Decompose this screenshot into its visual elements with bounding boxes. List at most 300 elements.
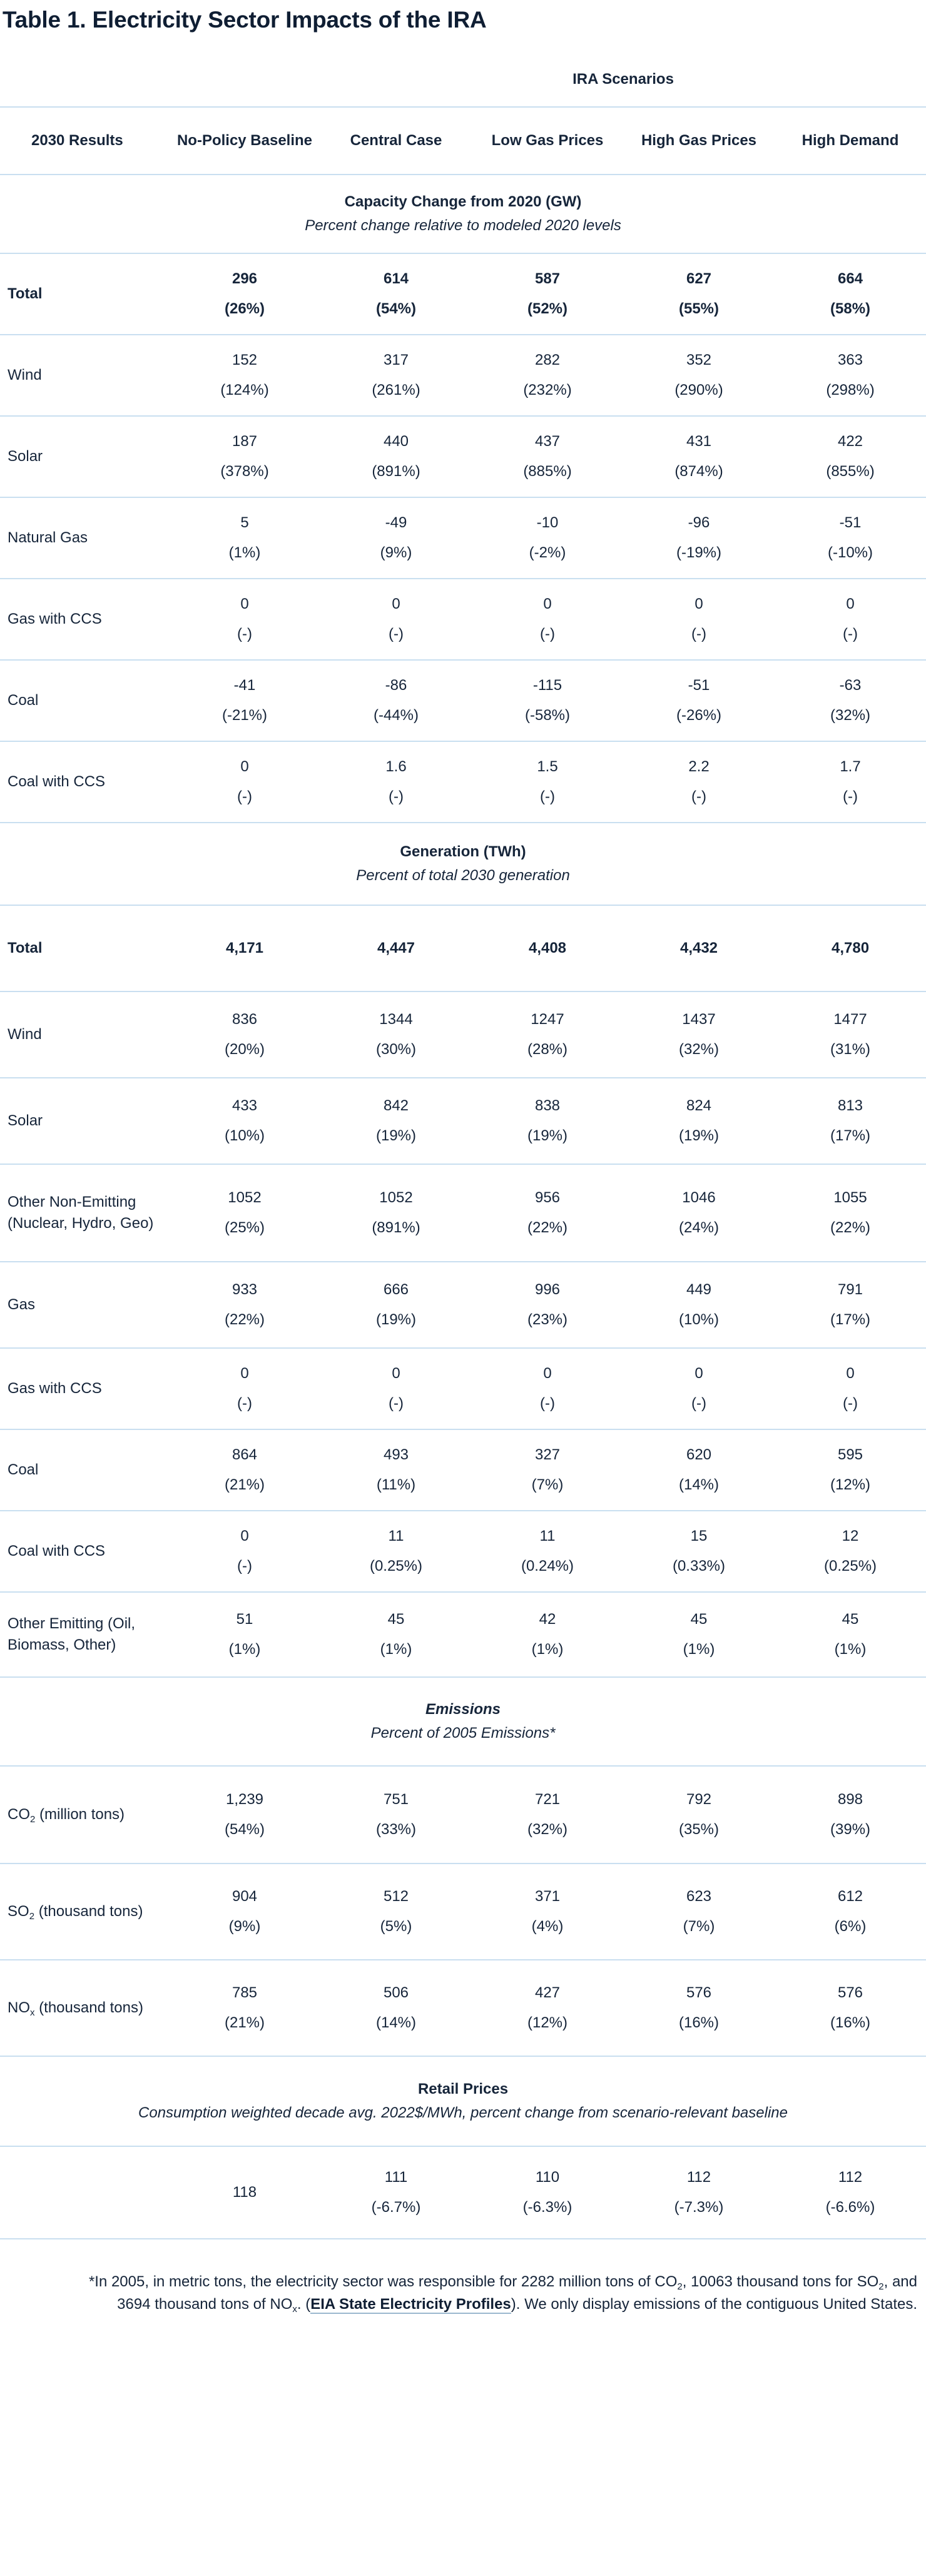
cell-percent: (19%) — [375, 1127, 417, 1144]
cell-percent: (55%) — [678, 300, 720, 317]
table-cell — [320, 1348, 472, 1429]
cell-percent: (1%) — [531, 1641, 564, 1658]
row-label-rest: (thousand tons) — [34, 1903, 143, 1920]
table-cell — [320, 1592, 472, 1677]
cell-value: 352 — [686, 352, 712, 368]
cell-value: 842 — [383, 1097, 409, 1114]
table-cell — [169, 416, 320, 497]
cell-value: 4,432 — [679, 940, 718, 956]
footnote-sub: 2 — [878, 2281, 884, 2292]
table-cell — [623, 1766, 775, 1864]
cell-value: 1052 — [228, 1189, 262, 1206]
table-row — [0, 905, 926, 991]
cell-value: 110 — [535, 2169, 560, 2186]
cell-percent: (-19%) — [676, 544, 721, 561]
table-cell — [623, 1592, 775, 1677]
table-cell — [775, 1078, 926, 1164]
row-label — [0, 335, 169, 416]
row-label — [0, 1511, 169, 1592]
cell-value: 838 — [534, 1097, 561, 1114]
cell-percent: (21%) — [224, 1476, 265, 1493]
table-cell — [623, 1164, 775, 1262]
row-label-text: Other Emitting (Oil, Biomass, Other) — [8, 1615, 136, 1653]
cell-value: 904 — [232, 1888, 258, 1905]
cell-value: 111 — [384, 2169, 408, 2186]
cell-value: 576 — [686, 1984, 712, 2001]
cell-value: 721 — [534, 1791, 561, 1808]
cell-value: 612 — [837, 1888, 863, 1905]
cell-value: 996 — [534, 1281, 561, 1298]
table-cell — [472, 2146, 623, 2239]
cell-value: 1.6 — [385, 758, 407, 775]
cell-value: 1.5 — [537, 758, 558, 775]
table-cell — [775, 660, 926, 741]
cell-percent: (-7.3%) — [674, 2199, 724, 2216]
cell-percent: (9%) — [380, 544, 412, 561]
table-cell — [169, 1511, 320, 1592]
scenarios-label: IRA Scenarios — [572, 71, 674, 88]
table-row — [0, 1864, 926, 1960]
row-label — [0, 905, 169, 991]
cell-percent: (54%) — [375, 300, 417, 317]
cell-value: 11 — [539, 1528, 556, 1544]
table-cell — [320, 1078, 472, 1164]
cell-percent: (20%) — [224, 1041, 265, 1058]
table-cell — [472, 1960, 623, 2056]
table-cell — [775, 1960, 926, 2056]
table-cell — [775, 1864, 926, 1960]
column-header-row — [0, 107, 926, 175]
table-cell — [169, 1078, 320, 1164]
table-cell — [775, 1262, 926, 1348]
table-row — [0, 253, 926, 335]
cell-value: 0 — [240, 1365, 249, 1382]
table-cell — [169, 905, 320, 991]
cell-percent: (-) — [389, 1395, 404, 1412]
section-title: Retail Prices — [417, 2081, 509, 2097]
table-cell — [320, 579, 472, 660]
table-cell — [472, 1262, 623, 1348]
table-cell — [775, 1766, 926, 1864]
cell-percent: (22%) — [224, 1311, 265, 1328]
table-row — [0, 1766, 926, 1864]
cell-value: 12 — [842, 1528, 859, 1544]
cell-percent: (1%) — [834, 1641, 867, 1658]
table-row — [0, 2146, 926, 2239]
cell-percent: (10%) — [678, 1311, 720, 1328]
cell-percent: (-21%) — [221, 707, 267, 724]
row-label-sub: x — [30, 2007, 35, 2018]
cell-percent: (21%) — [224, 2014, 265, 2031]
cell-percent: (891%) — [372, 1219, 420, 1236]
cell-percent: (14%) — [375, 2014, 417, 2031]
table-cell — [623, 1511, 775, 1592]
cell-value: 15 — [690, 1528, 708, 1544]
table-cell — [320, 1511, 472, 1592]
row-label-text: Solar — [8, 448, 43, 465]
table-cell — [623, 1262, 775, 1348]
cell-value: 506 — [383, 1984, 409, 2001]
section-title: Generation (TWh) — [400, 843, 526, 860]
table-cell — [472, 991, 623, 1078]
cell-percent: (-) — [540, 626, 555, 642]
footnote-text: . ( — [297, 2296, 311, 2313]
row-label — [0, 1960, 169, 2056]
row-label — [0, 991, 169, 1078]
table-row — [0, 1592, 926, 1677]
table-cell — [472, 1592, 623, 1677]
cell-value: -86 — [385, 677, 407, 694]
table-cell — [472, 416, 623, 497]
cell-value: 1052 — [379, 1189, 413, 1206]
column-header: High Demand — [775, 107, 926, 175]
table-cell — [169, 1164, 320, 1262]
cell-percent: (32%) — [678, 1041, 720, 1058]
cell-value: 282 — [534, 352, 561, 368]
row-label — [0, 1348, 169, 1429]
cell-value: 0 — [543, 1365, 552, 1382]
cell-percent: (5%) — [380, 1918, 412, 1935]
table-cell — [169, 253, 320, 335]
cell-percent: (0.25%) — [823, 1558, 877, 1575]
scenarios-header-row — [0, 40, 926, 107]
cell-value: 623 — [686, 1888, 712, 1905]
cell-value: 437 — [534, 433, 561, 450]
cell-value: 664 — [837, 270, 863, 287]
table-cell — [320, 1960, 472, 2056]
cell-value: 792 — [686, 1791, 712, 1808]
table-cell — [623, 741, 775, 823]
cell-percent: (14%) — [678, 1476, 720, 1493]
row-label-text: Total — [8, 940, 43, 956]
row-label-sub: 2 — [30, 1814, 36, 1825]
cell-percent: (1%) — [228, 1641, 261, 1658]
table-cell — [472, 1864, 623, 1960]
row-label-text: Coal — [8, 692, 39, 709]
table-cell — [169, 1429, 320, 1511]
table-cell — [623, 1348, 775, 1429]
results-table — [0, 40, 926, 2239]
cell-value: -10 — [536, 514, 559, 531]
row-label — [0, 1262, 169, 1348]
cell-value: 371 — [534, 1888, 561, 1905]
table-cell — [472, 253, 623, 335]
row-label-text: Total — [8, 285, 43, 302]
cell-percent: (7%) — [531, 1476, 564, 1493]
cell-percent: (-) — [237, 788, 252, 805]
cell-percent: (0.33%) — [672, 1558, 726, 1575]
table-row — [0, 1164, 926, 1262]
cell-value: 836 — [232, 1011, 258, 1028]
cell-percent: (1%) — [380, 1641, 412, 1658]
cell-percent: (-) — [389, 626, 404, 642]
table-cell — [320, 741, 472, 823]
cell-percent: (11%) — [376, 1476, 416, 1493]
table-row — [0, 497, 926, 579]
table-cell — [320, 905, 472, 991]
cell-value: 45 — [387, 1611, 405, 1628]
table-row — [0, 1078, 926, 1164]
row-label-sub: 2 — [29, 1911, 35, 1922]
cell-value: 4,780 — [831, 940, 870, 956]
table-cell — [169, 1262, 320, 1348]
cell-value: 449 — [686, 1281, 712, 1298]
cell-percent: (35%) — [678, 1821, 720, 1838]
table-row — [0, 579, 926, 660]
cell-value: 627 — [686, 270, 712, 287]
table-cell — [320, 660, 472, 741]
table-row — [0, 1960, 926, 2056]
cell-value: 1,239 — [225, 1791, 264, 1808]
cell-value: 5 — [240, 514, 249, 531]
cell-value: -96 — [688, 514, 710, 531]
row-label — [0, 2146, 169, 2239]
table-cell — [320, 335, 472, 416]
cell-percent: (-) — [843, 626, 858, 642]
table-cell — [320, 991, 472, 1078]
eia-source-link[interactable]: EIA State Electricity Profiles — [310, 2296, 511, 2313]
cell-value: -63 — [839, 677, 862, 694]
cell-value: 440 — [383, 433, 409, 450]
cell-percent: (26%) — [224, 300, 265, 317]
table-row — [0, 416, 926, 497]
cell-value: 0 — [543, 596, 552, 612]
table-cell — [320, 497, 472, 579]
row-label-rest: (thousand tons) — [34, 1999, 143, 2016]
table-row — [0, 1511, 926, 1592]
cell-percent: (891%) — [372, 463, 420, 480]
cell-percent: (22%) — [527, 1219, 568, 1236]
table-cell — [472, 660, 623, 741]
cell-percent: (-) — [540, 1395, 555, 1412]
cell-percent: (32%) — [527, 1821, 568, 1838]
table-cell — [169, 497, 320, 579]
column-header: No-Policy Baseline — [169, 107, 320, 175]
table-cell — [623, 905, 775, 991]
table-cell — [623, 1429, 775, 1511]
footnote-text: *In 2005, in metric tons, the electricity sector was responsible for 2282 million tons of CO — [88, 2273, 678, 2290]
cell-value: 4,171 — [225, 940, 264, 956]
cell-percent: (16%) — [830, 2014, 871, 2031]
cell-percent: (23%) — [527, 1311, 568, 1328]
table-cell — [775, 2146, 926, 2239]
cell-percent: (31%) — [830, 1041, 871, 1058]
section-header-row — [0, 1677, 926, 1766]
cell-value: 4,408 — [528, 940, 567, 956]
cell-percent: (-44%) — [373, 707, 419, 724]
table-cell — [320, 1766, 472, 1864]
footnote-text: ). We only display emissions of the contiguous United States. — [511, 2296, 917, 2313]
cell-percent: (12%) — [830, 1476, 871, 1493]
cell-value: -51 — [688, 677, 710, 694]
table-cell — [169, 1960, 320, 2056]
table-cell — [775, 1348, 926, 1429]
cell-percent: (-6.3%) — [522, 2199, 572, 2216]
cell-value: 317 — [383, 352, 409, 368]
table-cell — [775, 335, 926, 416]
row-label-text: Wind — [8, 367, 42, 383]
footnote-sub: 2 — [677, 2281, 683, 2292]
table-cell — [320, 2146, 472, 2239]
table-cell — [775, 991, 926, 1078]
row-label — [0, 1592, 169, 1677]
cell-value: 785 — [232, 1984, 258, 2001]
cell-value: 512 — [383, 1888, 409, 1905]
cell-value: 813 — [837, 1097, 863, 1114]
cell-percent: (855%) — [826, 463, 875, 480]
row-label — [0, 660, 169, 741]
table-cell — [169, 2146, 320, 2239]
cell-percent: (-) — [237, 626, 252, 642]
table-cell — [472, 1078, 623, 1164]
cell-value: 42 — [539, 1611, 556, 1628]
table-cell — [775, 741, 926, 823]
cell-percent: (-) — [843, 1395, 858, 1412]
cell-value: 327 — [534, 1446, 561, 1463]
cell-value: 1247 — [531, 1011, 564, 1028]
table-cell — [472, 1429, 623, 1511]
cell-value: -115 — [532, 677, 562, 694]
cell-value: 1477 — [833, 1011, 867, 1028]
cell-percent: (124%) — [220, 382, 269, 398]
cell-percent: (-) — [237, 1558, 252, 1575]
cell-value: 152 — [232, 352, 258, 368]
table-cell — [472, 1164, 623, 1262]
cell-percent: (54%) — [224, 1821, 265, 1838]
cell-value: 493 — [383, 1446, 409, 1463]
cell-percent: (-) — [843, 788, 858, 805]
table-cell — [623, 416, 775, 497]
cell-value: 431 — [686, 433, 712, 450]
table-cell — [169, 335, 320, 416]
table-cell — [472, 1766, 623, 1864]
cell-value: 576 — [837, 1984, 863, 2001]
cell-percent: (24%) — [678, 1219, 720, 1236]
row-label — [0, 253, 169, 335]
cell-value: 118 — [232, 2184, 257, 2201]
cell-percent: (12%) — [527, 2014, 568, 2031]
table-cell — [775, 416, 926, 497]
cell-percent: (17%) — [830, 1127, 871, 1144]
row-label-text: Natural Gas — [8, 529, 88, 546]
cell-percent: (16%) — [678, 2014, 720, 2031]
cell-percent: (-58%) — [524, 707, 570, 724]
cell-percent: (290%) — [674, 382, 723, 398]
section-header-row — [0, 823, 926, 905]
table-cell — [623, 1078, 775, 1164]
cell-percent: (7%) — [683, 1918, 715, 1935]
row-label — [0, 1164, 169, 1262]
table-cell — [320, 253, 472, 335]
cell-value: 595 — [837, 1446, 863, 1463]
table-cell — [775, 1429, 926, 1511]
cell-percent: (4%) — [531, 1918, 564, 1935]
cell-value: 0 — [392, 1365, 400, 1382]
cell-percent: (378%) — [220, 463, 269, 480]
table-cell — [320, 1164, 472, 1262]
section-subtitle: Percent of total 2030 generation — [356, 867, 570, 884]
cell-value: -49 — [385, 514, 407, 531]
cell-percent: (19%) — [375, 1311, 417, 1328]
cell-percent: (-) — [691, 788, 706, 805]
cell-value: 614 — [383, 270, 409, 287]
row-label-text: SO — [8, 1903, 29, 1920]
table-cell — [623, 579, 775, 660]
row-label — [0, 416, 169, 497]
row-label-text: Gas — [8, 1296, 36, 1313]
section-title: Emissions — [425, 1701, 501, 1718]
cell-value: -51 — [839, 514, 862, 531]
cell-value: 2.2 — [688, 758, 710, 775]
row-label — [0, 579, 169, 660]
table-row — [0, 660, 926, 741]
cell-percent: (-) — [540, 788, 555, 805]
table-cell — [623, 2146, 775, 2239]
cell-value: 112 — [686, 2169, 711, 2186]
table-cell — [775, 579, 926, 660]
row-label — [0, 1766, 169, 1864]
table-cell — [472, 497, 623, 579]
cell-percent: (33%) — [375, 1821, 417, 1838]
table-cell — [623, 1960, 775, 2056]
row-label-text: NO — [8, 1999, 30, 2016]
row-label-text: Gas with CCS — [8, 1380, 102, 1397]
cell-value: 1344 — [379, 1011, 413, 1028]
cell-value: 0 — [694, 596, 703, 612]
row-label-text: Solar — [8, 1112, 43, 1129]
table-row — [0, 335, 926, 416]
cell-value: -41 — [233, 677, 256, 694]
table-cell — [623, 497, 775, 579]
cell-value: 427 — [534, 1984, 561, 2001]
table-title: Table 1. Electricity Sector Impacts of the IRA — [3, 7, 487, 33]
cell-value: 864 — [232, 1446, 258, 1463]
row-label-text: Coal — [8, 1461, 39, 1478]
cell-percent: (0.24%) — [521, 1558, 574, 1575]
cell-value: 11 — [388, 1528, 404, 1544]
cell-value: 751 — [383, 1791, 409, 1808]
cell-value: 45 — [842, 1611, 859, 1628]
row-label-rest: (million tons) — [35, 1806, 125, 1823]
cell-percent: (-) — [691, 1395, 706, 1412]
table-cell — [169, 1592, 320, 1677]
cell-value: 824 — [686, 1097, 712, 1114]
cell-value: 422 — [837, 433, 863, 450]
cell-value: 620 — [686, 1446, 712, 1463]
table-cell — [472, 905, 623, 991]
row-label-text: Wind — [8, 1026, 42, 1043]
table-cell — [623, 253, 775, 335]
cell-value: 666 — [383, 1281, 409, 1298]
table-cell — [472, 579, 623, 660]
table-cell — [320, 1262, 472, 1348]
table-cell — [472, 335, 623, 416]
cell-percent: (-) — [389, 788, 404, 805]
cell-percent: (298%) — [826, 382, 875, 398]
cell-percent: (-) — [691, 626, 706, 642]
cell-value: 187 — [232, 433, 258, 450]
cell-value: 956 — [534, 1189, 561, 1206]
cell-percent: (32%) — [830, 707, 871, 724]
column-header: 2030 Results — [0, 107, 169, 175]
cell-value: 4,447 — [377, 940, 415, 956]
table-cell — [169, 991, 320, 1078]
cell-value: 0 — [240, 596, 249, 612]
column-header: High Gas Prices — [623, 107, 775, 175]
table-row — [0, 1262, 926, 1348]
row-label-text: Gas with CCS — [8, 611, 102, 627]
table-cell — [320, 416, 472, 497]
